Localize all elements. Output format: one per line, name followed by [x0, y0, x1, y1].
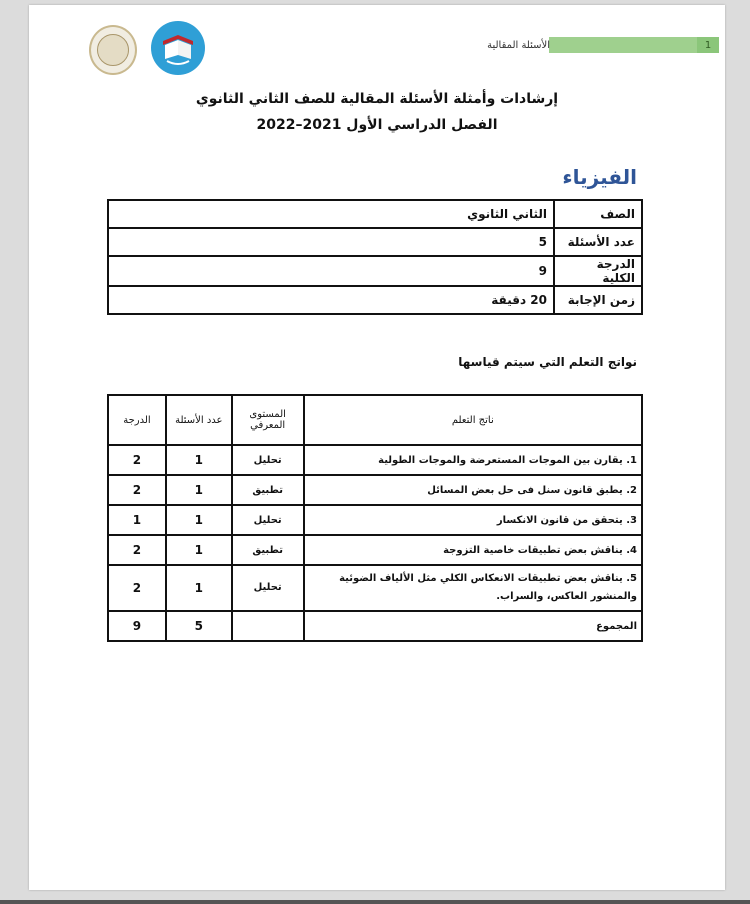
book-icon	[151, 21, 205, 75]
outcome-cell: 5. يناقش بعض تطبيقات الانعكاس الكلي مثل الألياف الضوئية والمنشور العاكس، والسراب.	[304, 565, 642, 611]
info-value: 9	[108, 256, 554, 286]
level-cell: تطبيق	[232, 475, 304, 505]
questions-cell: 1	[166, 445, 232, 475]
header-level: المستوى المعرفي	[232, 395, 304, 445]
subject-heading: الفيزياء	[562, 165, 637, 189]
info-key: الصف	[554, 200, 642, 228]
outcome-cell: 4. يناقش بعض تطبيقات خاصية التزوجة	[304, 535, 642, 565]
outcome-cell: 1. يقارن بين الموجات المستعرضة والموجات الطولية	[304, 445, 642, 475]
level-cell: تطبيق	[232, 535, 304, 565]
header-band	[549, 37, 697, 53]
page-number: 1	[697, 37, 719, 53]
info-value: الثاني الثانوي	[108, 200, 554, 228]
info-row	[108, 256, 642, 286]
outcome-cell: 2. يطبق قانون سنل فى حل بعض المسائل	[304, 475, 642, 505]
table-row	[108, 475, 642, 505]
total-questions: 5	[166, 611, 232, 641]
seal-center	[97, 34, 129, 66]
total-row	[108, 611, 642, 641]
header-grade: الدرجة	[108, 395, 166, 445]
table-row	[108, 505, 642, 535]
document-page	[29, 5, 725, 890]
questions-cell: 1	[166, 535, 232, 565]
total-level	[232, 611, 304, 641]
table-row	[108, 445, 642, 475]
grade-cell: 2	[108, 565, 166, 611]
info-row	[108, 286, 642, 314]
info-value: 5	[108, 228, 554, 256]
grade-cell: 2	[108, 535, 166, 565]
bottom-border	[0, 900, 750, 904]
outcome-cell: 3. يتحقق من قانون الانكسار	[304, 505, 642, 535]
info-key: زمن الإجابة	[554, 286, 642, 314]
grade-cell: 1	[108, 505, 166, 535]
table-row	[108, 565, 642, 611]
questions-cell: 1	[166, 505, 232, 535]
header-outcome: ناتج التعلم	[304, 395, 642, 445]
info-value: 20 دقيقة	[108, 286, 554, 314]
outcomes-table	[107, 394, 643, 642]
table-row	[108, 535, 642, 565]
semester-title: الفصل الدراسي الأول 2021–2022	[256, 117, 498, 133]
grade-cell: 2	[108, 475, 166, 505]
level-cell: تحليل	[232, 565, 304, 611]
running-title: الأسئلة المقالية	[487, 40, 550, 51]
info-table	[107, 199, 643, 315]
level-cell: تحليل	[232, 445, 304, 475]
questions-cell: 1	[166, 565, 232, 611]
level-cell: تحليل	[232, 505, 304, 535]
book-logo	[151, 21, 205, 75]
info-key: الدرجة الكلية	[554, 256, 642, 286]
info-key: عدد الأسئلة	[554, 228, 642, 256]
header-bar	[549, 36, 719, 54]
grade-cell: 2	[108, 445, 166, 475]
info-row	[108, 228, 642, 256]
header-questions: عدد الأسئلة	[166, 395, 232, 445]
outcomes-header-row	[108, 395, 642, 445]
outcomes-label: نواتج التعلم التي سيتم قياسها	[458, 355, 637, 369]
info-row	[108, 200, 642, 228]
total-grade: 9	[108, 611, 166, 641]
questions-cell: 1	[166, 475, 232, 505]
document-title: إرشادات وأمثلة الأسئلة المقالية للصف الثاني الثانوي	[195, 91, 559, 107]
ministry-seal-logo	[89, 25, 137, 75]
total-label: المجموع	[304, 611, 642, 641]
